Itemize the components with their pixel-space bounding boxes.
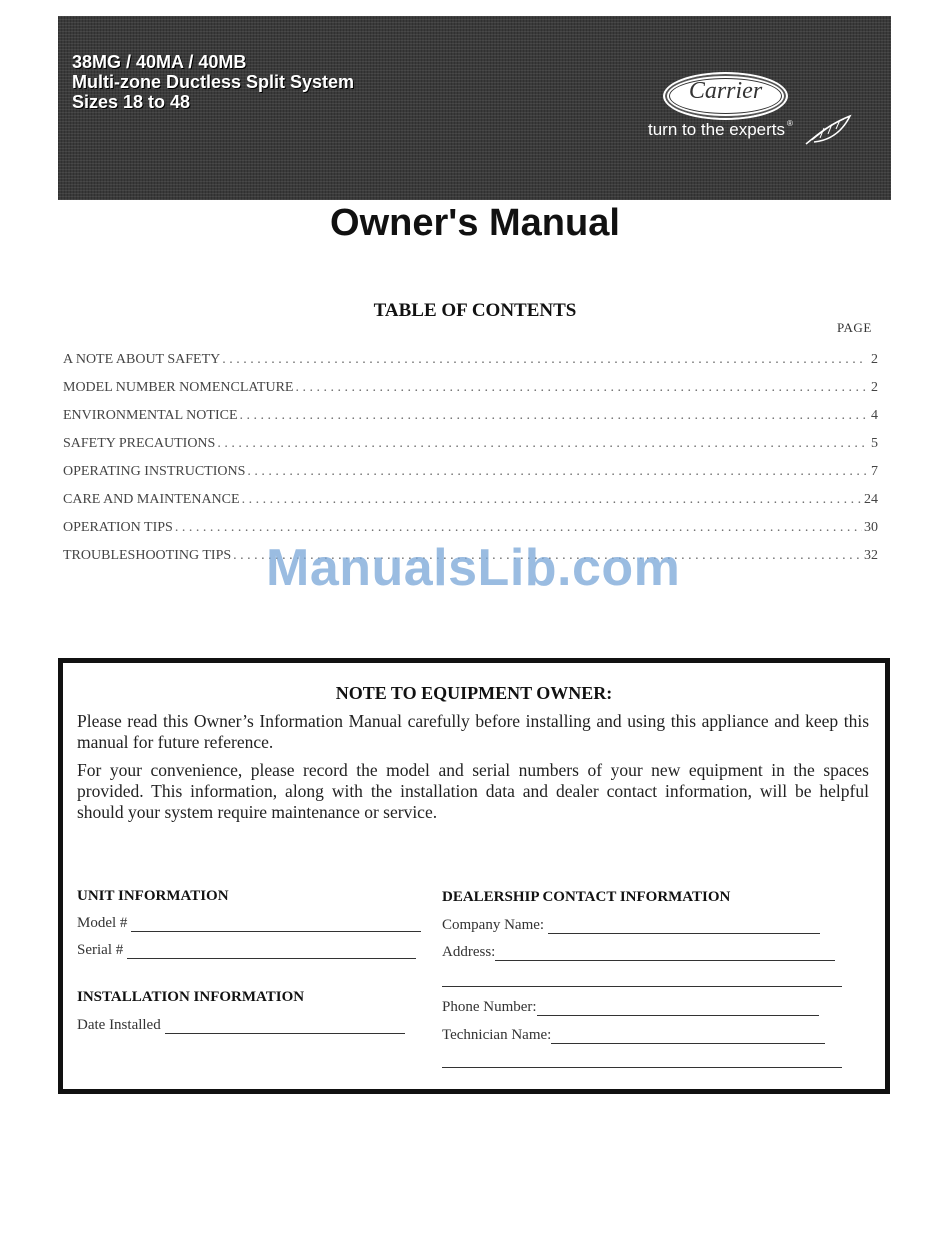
toc-entry[interactable] [63,352,878,380]
header-band [58,16,891,200]
toc-entry-label: CARE AND MAINTENANCE [63,492,240,507]
carrier-logo [663,72,788,122]
model-number-line[interactable] [131,917,421,932]
registered-mark: ® [787,119,793,128]
phone-number-field[interactable] [442,999,819,1016]
owner-note-box [58,658,890,1094]
toc-entry-page: 2 [871,352,878,367]
header-product: Multi-zone Ductless Split System [72,72,355,92]
toc-entry-label: A NOTE ABOUT SAFETY [63,352,221,367]
phone-number-label: Phone Number: [442,999,537,1015]
extra-line[interactable] [442,1067,842,1068]
toc-entry-page: 30 [864,520,878,535]
leaf-icon [804,112,852,146]
serial-number-label: Serial # [77,942,124,958]
note-paragraph: For your convenience, please record the model and serial numbers of your new equipment in the spaces provided. This information, along with the installation data and dealer contact information, will be helpful should your system require maintenance or service. [77,760,869,822]
toc-entry[interactable] [63,380,878,408]
toc-entry-label: MODEL NUMBER NOMENCLATURE [63,380,294,395]
toc-page-heading: PAGE [837,320,872,335]
toc-entry-page: 4 [871,408,878,423]
company-name-line[interactable] [548,919,820,934]
technician-name-line[interactable] [551,1029,825,1044]
toc-entry-page: 32 [864,548,878,563]
address-label: Address: [442,944,496,960]
model-number-field[interactable] [77,915,421,932]
serial-number-field[interactable] [77,942,416,959]
toc-entry-page: 7 [871,464,878,479]
model-number-label: Model # [77,915,128,931]
toc-entry[interactable] [63,436,878,464]
toc-entry-label: TROUBLESHOOTING TIPS [63,548,232,563]
tagline: turn to the experts [648,120,786,139]
header-models: 38MG / 40MA / 40MB [72,52,247,72]
serial-number-line[interactable] [127,944,416,959]
company-name-field[interactable] [442,917,820,934]
unit-info-heading: UNIT INFORMATION [77,888,229,904]
watermark: ManualsLib.com [266,539,681,597]
date-installed-label: Date Installed [77,1017,161,1033]
note-title: NOTE TO EQUIPMENT OWNER: [335,683,613,703]
installation-info-heading: INSTALLATION INFORMATION [77,989,305,1005]
address-field[interactable] [442,944,835,961]
toc-entry-label: ENVIRONMENTAL NOTICE [63,408,238,423]
technician-name-field[interactable] [442,1027,825,1044]
toc-entry-label: OPERATING INSTRUCTIONS [63,464,246,479]
toc-entry-label: SAFETY PRECAUTIONS [63,436,216,451]
phone-number-line[interactable] [537,1001,819,1016]
technician-name-label: Technician Name: [442,1027,552,1043]
header-sizes: Sizes 18 to 48 [72,92,191,112]
note-paragraph: Please read this Owner’s Information Manual carefully before installing and using this appliance and keep this manual for future reference. [77,711,869,752]
company-name-label: Company Name: [442,917,545,933]
toc-entry[interactable] [63,408,878,436]
header-text [72,52,354,112]
logo-brand-text: Carrier [688,78,763,104]
date-installed-line[interactable] [165,1019,405,1034]
toc-entry-page: 5 [871,436,878,451]
date-installed-field[interactable] [77,1017,405,1034]
toc-entry-page: 2 [871,380,878,395]
toc-entry[interactable] [63,492,878,520]
address-line[interactable] [495,946,835,961]
toc-entry-label: OPERATION TIPS [63,520,173,535]
address-line-2[interactable] [442,986,842,987]
dealership-info-heading: DEALERSHIP CONTACT INFORMATION [442,889,731,905]
toc-heading: TABLE OF CONTENTS [373,300,577,321]
toc-entry-page: 24 [864,492,878,507]
page-title: Owner's Manual [330,202,620,244]
toc-entry[interactable] [63,464,878,492]
